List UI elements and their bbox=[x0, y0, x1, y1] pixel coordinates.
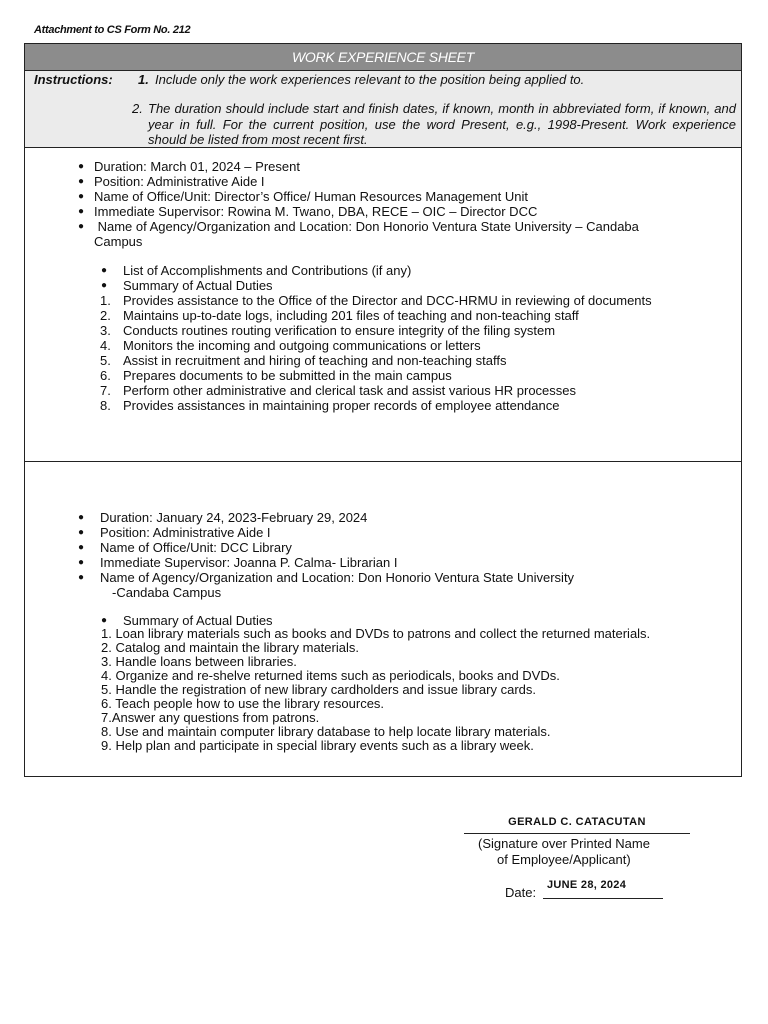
instruction-2-number: 2. bbox=[132, 101, 143, 116]
exp2-agency: Name of Agency/Organization and Location: Don Honorio Ventura State University bbox=[100, 570, 575, 585]
exp2-duties-heading: Summary of Actual Duties bbox=[123, 613, 273, 628]
bullet-icon: ● bbox=[78, 512, 85, 523]
list-item bbox=[75, 555, 739, 570]
list-item: 7. Perform other administrative and clerical task and assist various HR processes bbox=[100, 383, 577, 398]
experience-2-duty-list bbox=[101, 627, 741, 753]
exp2-agency-cont: -Candaba Campus bbox=[112, 585, 222, 600]
bullet-icon: ● bbox=[101, 265, 108, 276]
work-experience-sheet bbox=[24, 43, 742, 777]
list-item bbox=[75, 525, 739, 540]
bullet-icon: ● bbox=[78, 176, 85, 187]
list-item-continuation bbox=[75, 585, 739, 600]
bullet-icon: ● bbox=[78, 191, 85, 202]
exp1-accomplishments-heading: List of Accomplishments and Contributions (if any) bbox=[123, 263, 412, 278]
exp1-duty: Maintains up-to-date logs, including 201 files of teaching and non-teaching staff bbox=[123, 308, 579, 323]
sheet-title: WORK EXPERIENCE SHEET bbox=[25, 44, 741, 71]
exp2-office: Name of Office/Unit: DCC Library bbox=[100, 540, 292, 555]
list-item: 2. Maintains up-to-date logs, including 201 files of teaching and non-teaching staff bbox=[100, 308, 579, 323]
list-item: 6. Teach people how to use the library resources. bbox=[101, 696, 385, 711]
list-item: 4. Monitors the incoming and outgoing communications or letters bbox=[100, 338, 481, 353]
date-label: Date: bbox=[505, 885, 537, 900]
exp1-position: Position: Administrative Aide I bbox=[94, 174, 265, 189]
exp1-supervisor: Immediate Supervisor: Rowina M. Twano, DBA, RECE – OIC – Director DCC bbox=[94, 204, 538, 219]
bullet-icon: ● bbox=[78, 206, 85, 217]
bullet-icon: ● bbox=[78, 557, 85, 568]
list-item: 5. Assist in recruitment and hiring of teaching and non-teaching staffs bbox=[100, 353, 507, 368]
list-item: 4. Organize and re-shelve returned items such as periodicals, books and DVDs. bbox=[101, 668, 560, 683]
exp1-duty: Assist in recruitment and hiring of teaching and non-teaching staffs bbox=[123, 353, 507, 368]
list-item: 1. Loan library materials such as books and DVDs to patrons and collect the returned materials. bbox=[101, 626, 651, 641]
list-item: 2. Catalog and maintain the library materials. bbox=[101, 640, 359, 655]
list-item: 5. Handle the registration of new library cardholders and issue library cards. bbox=[101, 682, 536, 697]
signature-caption: (Signature over Printed Name bbox=[478, 836, 650, 851]
list-item: 8. Provides assistances in maintaining proper records of employee attendance bbox=[100, 398, 560, 413]
bullet-icon: ● bbox=[101, 280, 108, 291]
exp1-agency-cont: Campus bbox=[94, 234, 143, 249]
list-item bbox=[75, 189, 739, 204]
exp2-position: Position: Administrative Aide I bbox=[100, 525, 271, 540]
section-divider bbox=[25, 461, 741, 462]
instructions-label: Instructions: bbox=[34, 72, 113, 87]
experience-2-details bbox=[75, 510, 739, 600]
signature-line bbox=[464, 833, 690, 834]
exp1-agency: Name of Agency/Organization and Location: Don Honorio Ventura State University – Candaba bbox=[94, 219, 639, 234]
exp1-duty: Provides assistances in maintaining proper records of employee attendance bbox=[123, 398, 560, 413]
bullet-icon: ● bbox=[78, 542, 85, 553]
instruction-1-text: Include only the work experiences relevant to the position being applied to. bbox=[155, 72, 585, 87]
signature-caption-2: of Employee/Applicant) bbox=[497, 852, 631, 867]
bullet-icon: ● bbox=[78, 572, 85, 583]
list-item: 7.Answer any questions from patrons. bbox=[101, 710, 320, 725]
exp1-duty: Conducts routines routing verification to ensure integrity of the filing system bbox=[123, 323, 556, 338]
bullet-icon: ● bbox=[78, 161, 85, 172]
list-item bbox=[75, 219, 739, 234]
attachment-label: Attachment to CS Form No. 212 bbox=[34, 24, 191, 36]
bullet-icon: ● bbox=[78, 221, 85, 232]
list-item-continuation bbox=[75, 234, 739, 249]
experience-1-duties bbox=[99, 263, 739, 413]
exp2-supervisor: Immediate Supervisor: Joanna P. Calma- Librarian I bbox=[100, 555, 398, 570]
list-item bbox=[75, 570, 739, 585]
list-item: 9. Help plan and participate in special library events such as a library week. bbox=[101, 738, 534, 753]
list-item bbox=[99, 278, 739, 293]
exp1-duties-heading: Summary of Actual Duties bbox=[123, 278, 273, 293]
applicant-name: GERALD C. CATACUTAN bbox=[508, 816, 646, 828]
date-line bbox=[543, 898, 663, 899]
bullet-icon: ● bbox=[78, 527, 85, 538]
instructions-box bbox=[25, 71, 741, 148]
exp1-duration: Duration: March 01, 2024 – Present bbox=[94, 159, 300, 174]
list-item: 3. Conducts routines routing verification to ensure integrity of the filing system bbox=[100, 323, 556, 338]
list-item bbox=[99, 263, 739, 278]
exp1-duty: Prepares documents to be submitted in the main campus bbox=[123, 368, 452, 383]
list-item: 3. Handle loans between libraries. bbox=[101, 654, 297, 669]
instruction-2-text: The duration should include start and finish dates, if known, month in abbreviated form, if known, and year in full. For the current position, use the word Present, e.g., 1998-Present. Work experience should be listed from most recent first. bbox=[148, 101, 736, 147]
date-value: JUNE 28, 2024 bbox=[547, 879, 627, 891]
list-item: 6. Prepares documents to be submitted in the main campus bbox=[100, 368, 452, 383]
list-item: 1. Provides assistance to the Office of the Director and DCC-HRMU in reviewing of documents bbox=[100, 293, 652, 308]
exp2-duration: Duration: January 24, 2023-February 29, 2024 bbox=[100, 510, 368, 525]
bullet-icon: ● bbox=[101, 615, 108, 626]
instruction-1-number: 1. bbox=[138, 72, 149, 87]
exp1-office: Name of Office/Unit: Director’s Office/ Human Resources Management Unit bbox=[94, 189, 528, 204]
list-item bbox=[75, 540, 739, 555]
experience-1-details bbox=[75, 159, 739, 249]
exp1-duty: Provides assistance to the Office of the Director and DCC-HRMU in reviewing of documents bbox=[123, 293, 652, 308]
list-item bbox=[75, 159, 739, 174]
exp1-duty: Monitors the incoming and outgoing communications or letters bbox=[123, 338, 481, 353]
list-item bbox=[75, 204, 739, 219]
list-item: 8. Use and maintain computer library database to help locate library materials. bbox=[101, 724, 551, 739]
list-item bbox=[75, 510, 739, 525]
exp1-duty: Perform other administrative and clerical task and assist various HR processes bbox=[123, 383, 577, 398]
list-item bbox=[75, 174, 739, 189]
